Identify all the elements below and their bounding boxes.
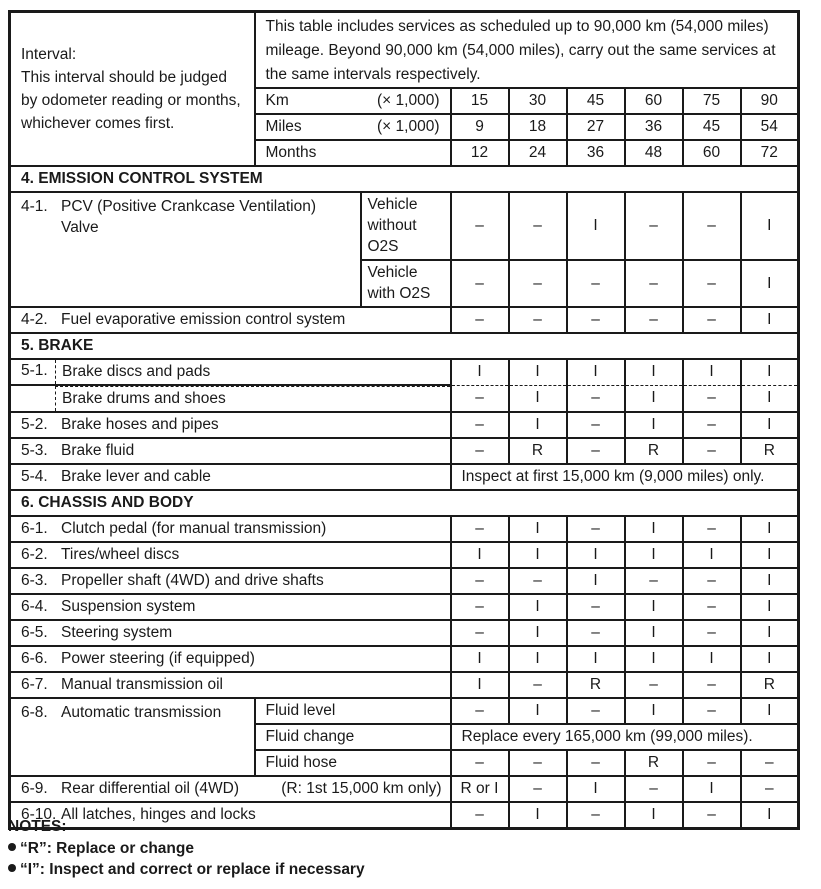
item-number: 4-1. [21, 198, 48, 215]
service-cell: I [509, 359, 567, 385]
service-cell: – [683, 750, 741, 776]
service-cell: I [625, 412, 683, 438]
service-cell: I [567, 568, 625, 594]
service-cell: – [625, 776, 683, 802]
months-label: Months [255, 140, 451, 166]
service-cell: – [509, 776, 567, 802]
service-cell: I [451, 359, 509, 385]
service-cell: I [567, 542, 625, 568]
miles-value: 18 [509, 114, 567, 140]
table-row [10, 542, 799, 568]
service-cell: R or I [451, 776, 509, 802]
service-cell: I [451, 646, 509, 672]
service-cell: – [741, 776, 799, 802]
miles-value: 45 [683, 114, 741, 140]
item-name: Manual transmission oil [61, 676, 223, 693]
service-cell: – [683, 385, 741, 412]
table-row [10, 438, 799, 464]
item-name: Rear differential oil (4WD) [61, 780, 240, 797]
months-value: 36 [567, 140, 625, 166]
item-number: 6-1. [21, 520, 48, 537]
service-cell: – [509, 260, 567, 307]
service-cell: I [741, 192, 799, 260]
miles-value: 27 [567, 114, 625, 140]
service-cell: – [509, 307, 567, 333]
interval-label: Interval: [21, 46, 77, 63]
section-header-row [10, 166, 799, 192]
item-6-8 [10, 698, 255, 776]
bullet-icon [8, 843, 16, 851]
service-cell: I [683, 359, 741, 385]
item-6-2 [10, 542, 451, 568]
item-name: Clutch pedal (for manual transmission) [61, 520, 327, 537]
service-note: Replace every 165,000 km (99,000 miles). [451, 724, 799, 750]
service-cell: I [509, 646, 567, 672]
service-cell: – [683, 620, 741, 646]
table-row [10, 698, 799, 724]
item-number: 6-2. [21, 546, 48, 563]
table-row [10, 672, 799, 698]
service-cell: I [625, 698, 683, 724]
service-cell: – [451, 192, 509, 260]
service-cell: I [509, 516, 567, 542]
service-cell: I [683, 776, 741, 802]
item-name: Fuel evaporative emission control system [61, 311, 346, 328]
service-cell: I [741, 359, 799, 385]
service-cell: – [567, 307, 625, 333]
service-cell: I [741, 802, 799, 829]
service-cell: – [683, 260, 741, 307]
service-cell: – [451, 802, 509, 829]
header-intro-row [10, 12, 799, 89]
service-cell: I [451, 672, 509, 698]
km-multiplier: (× 1,000) [361, 88, 451, 114]
sub-item-label: Fluid level [255, 698, 451, 724]
service-cell: – [683, 307, 741, 333]
service-cell: I [567, 192, 625, 260]
service-cell: R [509, 438, 567, 464]
service-cell: – [451, 594, 509, 620]
item-number: 6-6. [21, 650, 48, 667]
service-cell: I [567, 776, 625, 802]
km-label: Km [255, 88, 361, 114]
service-cell: – [451, 385, 509, 412]
service-cell: – [451, 516, 509, 542]
service-cell: I [741, 385, 799, 412]
table-row [10, 646, 799, 672]
interval-text: This interval should be judged by odometer reading or months, whichever comes first. [21, 69, 241, 132]
item-name: Automatic transmission [61, 704, 222, 721]
service-cell: – [683, 568, 741, 594]
service-cell: – [625, 260, 683, 307]
service-cell: I [451, 542, 509, 568]
months-value: 24 [509, 140, 567, 166]
service-cell: I [625, 646, 683, 672]
service-cell: I [741, 542, 799, 568]
item-number: 4-2. [21, 311, 48, 328]
miles-multiplier: (× 1,000) [361, 114, 451, 140]
service-cell: I [509, 542, 567, 568]
item-name: Tires/wheel discs [61, 546, 180, 563]
item-name: Propeller shaft (4WD) and drive shafts [61, 572, 324, 589]
table-row [10, 464, 799, 490]
item-number: 6-10. [21, 806, 57, 823]
service-cell: – [683, 802, 741, 829]
sub-item-label: Vehicle with O2S [361, 260, 451, 307]
km-value: 75 [683, 88, 741, 114]
months-value: 48 [625, 140, 683, 166]
item-qualifier: (R: 1st 15,000 km only) [255, 776, 451, 802]
bullet-icon [8, 864, 16, 872]
service-cell: – [567, 802, 625, 829]
item-number: 6-5. [21, 624, 48, 641]
item-name: Power steering (if equipped) [61, 650, 255, 667]
item-6-4 [10, 594, 451, 620]
note-item [8, 838, 365, 860]
service-cell: I [625, 359, 683, 385]
service-cell: R [625, 750, 683, 776]
note-text: “R”: Replace or change [20, 839, 194, 857]
service-cell: – [567, 260, 625, 307]
service-cell: I [567, 646, 625, 672]
service-cell: I [625, 594, 683, 620]
item-6-6 [10, 646, 451, 672]
table-row [10, 594, 799, 620]
service-cell: – [683, 594, 741, 620]
schedule-intro-text: This table includes services as scheduled up to 90,000 km (54,000 miles) mileage. Beyond 90,000 km (54,000 miles), carry out the same services at the same intervals respectively. [255, 12, 799, 89]
interval-note [10, 12, 255, 167]
service-cell: – [567, 412, 625, 438]
service-cell: R [741, 438, 799, 464]
table-row [10, 412, 799, 438]
service-cell: I [509, 698, 567, 724]
service-cell: R [625, 438, 683, 464]
item-name: Suspension system [61, 598, 196, 615]
service-cell: I [741, 516, 799, 542]
miles-label: Miles [255, 114, 361, 140]
item-number: 5-3. [21, 442, 48, 459]
table-row [10, 192, 799, 260]
item-number: 5-4. [21, 468, 48, 485]
service-cell: – [625, 672, 683, 698]
service-cell: – [567, 516, 625, 542]
sub-item-label: Fluid change [255, 724, 451, 750]
km-value: 90 [741, 88, 799, 114]
sub-item-label: Vehicle without O2S [361, 192, 451, 260]
service-cell: I [625, 542, 683, 568]
sub-item-label: Fluid hose [255, 750, 451, 776]
table-row [10, 568, 799, 594]
service-cell: I [741, 568, 799, 594]
service-cell: I [741, 307, 799, 333]
service-cell: – [567, 750, 625, 776]
service-cell: R [567, 672, 625, 698]
miles-value: 54 [741, 114, 799, 140]
item-number: 6-4. [21, 598, 48, 615]
item-name: Brake lever and cable [61, 468, 211, 485]
section-title: 4. EMISSION CONTROL SYSTEM [10, 166, 799, 192]
item-6-1 [10, 516, 451, 542]
service-cell: I [567, 359, 625, 385]
section-header-row [10, 333, 799, 359]
table-row [10, 620, 799, 646]
months-value: 12 [451, 140, 509, 166]
notes-block [8, 816, 365, 881]
service-cell: – [567, 385, 625, 412]
item-6-7 [10, 672, 451, 698]
service-cell: – [625, 568, 683, 594]
item-4-2 [10, 307, 451, 333]
table-row [10, 776, 799, 802]
item-number: 6-9. [21, 780, 48, 797]
miles-value: 9 [451, 114, 509, 140]
service-cell: R [741, 672, 799, 698]
item-5-2 [10, 412, 451, 438]
service-cell: – [683, 412, 741, 438]
service-cell: – [741, 750, 799, 776]
item-4-1 [10, 192, 361, 307]
service-cell: – [451, 698, 509, 724]
km-value: 30 [509, 88, 567, 114]
section-title: 6. CHASSIS AND BODY [10, 490, 799, 516]
service-cell: – [509, 750, 567, 776]
service-cell: I [741, 698, 799, 724]
service-cell: – [683, 516, 741, 542]
service-cell: – [451, 620, 509, 646]
service-cell: I [509, 594, 567, 620]
service-cell: – [683, 672, 741, 698]
service-note: Inspect at first 15,000 km (9,000 miles) only. [451, 464, 799, 490]
item-number: 5-2. [21, 416, 48, 433]
table-row [10, 385, 799, 412]
service-cell: – [509, 568, 567, 594]
sub-item-label: Brake drums and shoes [55, 386, 450, 411]
service-cell: – [509, 672, 567, 698]
item-name-continued: Valve [61, 219, 99, 236]
service-cell: – [451, 260, 509, 307]
service-cell: I [625, 385, 683, 412]
service-cell: – [509, 192, 567, 260]
service-cell: I [509, 620, 567, 646]
service-cell: – [451, 307, 509, 333]
service-cell: I [625, 620, 683, 646]
service-cell: – [567, 620, 625, 646]
section-header-row [10, 490, 799, 516]
item-name: PCV (Positive Crankcase Ventilation) [61, 198, 317, 215]
service-cell: – [451, 750, 509, 776]
table-row [10, 359, 799, 385]
item-5-4 [10, 464, 451, 490]
note-item [8, 859, 365, 881]
service-cell: I [625, 516, 683, 542]
service-cell: I [509, 385, 567, 412]
service-cell: – [683, 698, 741, 724]
service-cell: – [683, 438, 741, 464]
table-row [10, 307, 799, 333]
sub-item-label: Brake discs and pads [55, 360, 210, 384]
service-cell: I [741, 620, 799, 646]
service-cell: I [625, 802, 683, 829]
item-name: Steering system [61, 624, 173, 641]
service-cell: I [741, 594, 799, 620]
service-cell: – [451, 438, 509, 464]
service-cell: I [509, 802, 567, 829]
table-row [10, 516, 799, 542]
service-cell: I [683, 542, 741, 568]
months-value: 60 [683, 140, 741, 166]
item-5-1b [10, 385, 451, 412]
item-number: 5-1. [21, 362, 48, 379]
km-value: 45 [567, 88, 625, 114]
km-value: 15 [451, 88, 509, 114]
item-6-5 [10, 620, 451, 646]
item-6-3 [10, 568, 451, 594]
service-cell: – [567, 438, 625, 464]
service-cell: I [509, 412, 567, 438]
service-cell: I [683, 646, 741, 672]
service-cell: – [451, 412, 509, 438]
notes-title: NOTES: [8, 818, 67, 835]
item-6-9 [10, 776, 255, 802]
item-5-1a [10, 359, 451, 385]
section-title: 5. BRAKE [10, 333, 799, 359]
item-name: All latches, hinges and locks [61, 806, 256, 823]
item-name: Brake hoses and pipes [61, 416, 219, 433]
miles-value: 36 [625, 114, 683, 140]
service-cell: – [451, 568, 509, 594]
item-number: 6-7. [21, 676, 48, 693]
service-cell: – [567, 698, 625, 724]
item-number: 6-8. [21, 704, 48, 721]
months-value: 72 [741, 140, 799, 166]
item-5-3 [10, 438, 451, 464]
note-text: “I”: Inspect and correct or replace if necessary [20, 861, 365, 878]
service-cell: – [625, 192, 683, 260]
service-cell: – [683, 192, 741, 260]
service-cell: I [741, 260, 799, 307]
service-cell: – [567, 594, 625, 620]
service-cell: I [741, 646, 799, 672]
km-value: 60 [625, 88, 683, 114]
service-cell: I [741, 412, 799, 438]
service-cell: – [625, 307, 683, 333]
item-number: 6-3. [21, 572, 48, 589]
item-name: Brake fluid [61, 442, 135, 459]
maintenance-schedule-table [8, 10, 800, 830]
